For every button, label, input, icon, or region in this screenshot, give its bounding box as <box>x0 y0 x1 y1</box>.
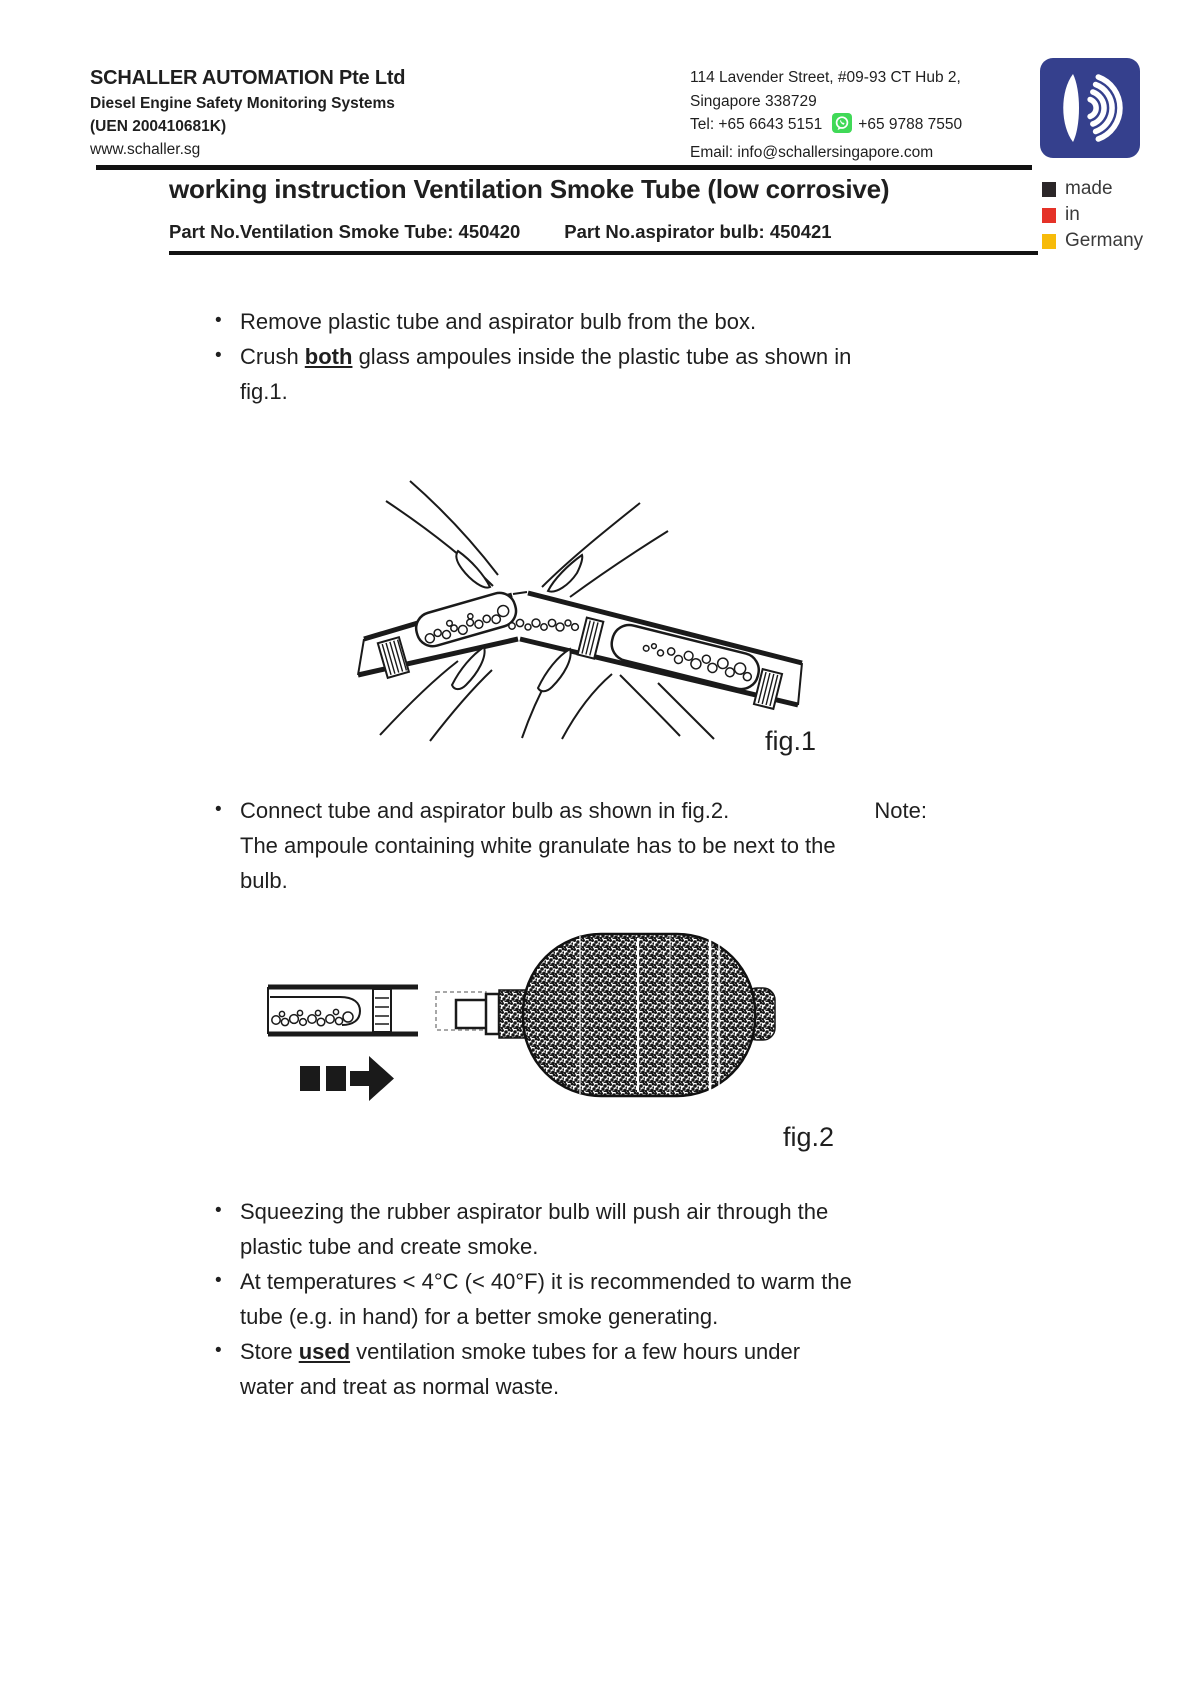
list-item-continuation <box>213 374 927 409</box>
company-website: www.schaller.sg <box>90 141 201 158</box>
bullet-text: Store <box>240 1339 299 1364</box>
phone-line <box>690 113 962 141</box>
list-item <box>213 1264 927 1299</box>
bullet-text: Squeezing the rubber aspirator bulb will push air through the <box>240 1199 829 1224</box>
part-no-tube: Part No.Ventilation Smoke Tube: 450420 <box>169 221 521 242</box>
instructions-list-middle <box>213 793 927 898</box>
list-item-continuation <box>213 863 927 898</box>
company-header-block <box>90 64 405 161</box>
flag-gold-square <box>1042 234 1056 249</box>
figure1-caption: fig.1 <box>765 726 817 756</box>
company-name: SCHALLER AUTOMATION Pte Ltd <box>90 67 406 89</box>
instructions-list-top <box>213 304 927 409</box>
list-item <box>213 793 927 828</box>
company-tagline: Diesel Engine Safety Monitoring Systems <box>90 95 395 112</box>
address-block <box>690 66 962 164</box>
company-uen: (UEN 200410681K) <box>90 118 227 135</box>
bullet-text: ventilation smoke tubes for a few hours under <box>350 1339 801 1364</box>
bullet-text: The ampoule containing white granulate has to be next to the <box>240 833 836 858</box>
whatsapp-icon <box>832 113 852 141</box>
instructions-list-bottom <box>213 1194 927 1404</box>
part-no-bulb: Part No.aspirator bulb: 450421 <box>564 221 832 242</box>
list-item <box>213 1334 927 1369</box>
tel-number: Tel: +65 6643 5151 <box>690 116 823 133</box>
list-item <box>213 304 927 339</box>
bullet-text: tube (e.g. in hand) for a better smoke generating. <box>240 1304 719 1329</box>
note-label: Note: <box>874 798 927 823</box>
emphasized-word: both <box>304 344 353 369</box>
flag-red-square <box>1042 208 1056 223</box>
bullet-text: Remove plastic tube and aspirator bulb from the box. <box>240 309 757 334</box>
germany-label: Germany <box>1065 230 1144 251</box>
flag-black-square <box>1042 182 1056 197</box>
bullet-text: water and treat as normal waste. <box>240 1374 560 1399</box>
list-item-continuation <box>213 1369 927 1404</box>
address-line-1: 114 Lavender Street, #09-93 CT Hub 2, <box>690 69 961 86</box>
title-divider-rule <box>169 251 1038 255</box>
list-item-continuation <box>213 1229 927 1264</box>
part-numbers-line <box>169 221 832 243</box>
list-item-continuation <box>213 1299 927 1334</box>
email-line: Email: info@schallersingapore.com <box>690 143 934 161</box>
bullet-text: fig.1. <box>240 379 288 404</box>
address-line-2: Singapore 338729 <box>690 92 817 110</box>
bullet-text: At temperatures < 4°C (< 40°F) it is recommended to warm the <box>240 1269 852 1294</box>
list-item <box>213 1194 927 1229</box>
bullet-text: Crush <box>240 344 305 369</box>
header-divider-rule <box>96 165 1032 170</box>
list-item-continuation <box>213 828 927 863</box>
schaller-logo-icon <box>1040 58 1140 158</box>
bullet-text: glass ampoules inside the plastic tube as shown in <box>352 344 852 369</box>
in-label: in <box>1065 204 1080 225</box>
bullet-text: plastic tube and create smoke. <box>240 1234 539 1259</box>
page-title: working instruction Ventilation Smoke Tube (low corrosive) <box>169 174 890 204</box>
figure2-caption: fig.2 <box>783 1122 835 1152</box>
emphasized-word: used <box>298 1339 351 1364</box>
made-in-germany-badge <box>1042 176 1143 254</box>
bullet-text: • Connect tube and aspirator bulb as shown in fig.2. <box>240 798 730 823</box>
hands-crushing-ampoules-figure <box>300 443 830 743</box>
list-item <box>213 339 927 374</box>
made-label: made <box>1065 178 1113 199</box>
whatsapp-number: +65 9788 7550 <box>858 116 963 133</box>
bullet-text: bulb. <box>240 868 288 893</box>
